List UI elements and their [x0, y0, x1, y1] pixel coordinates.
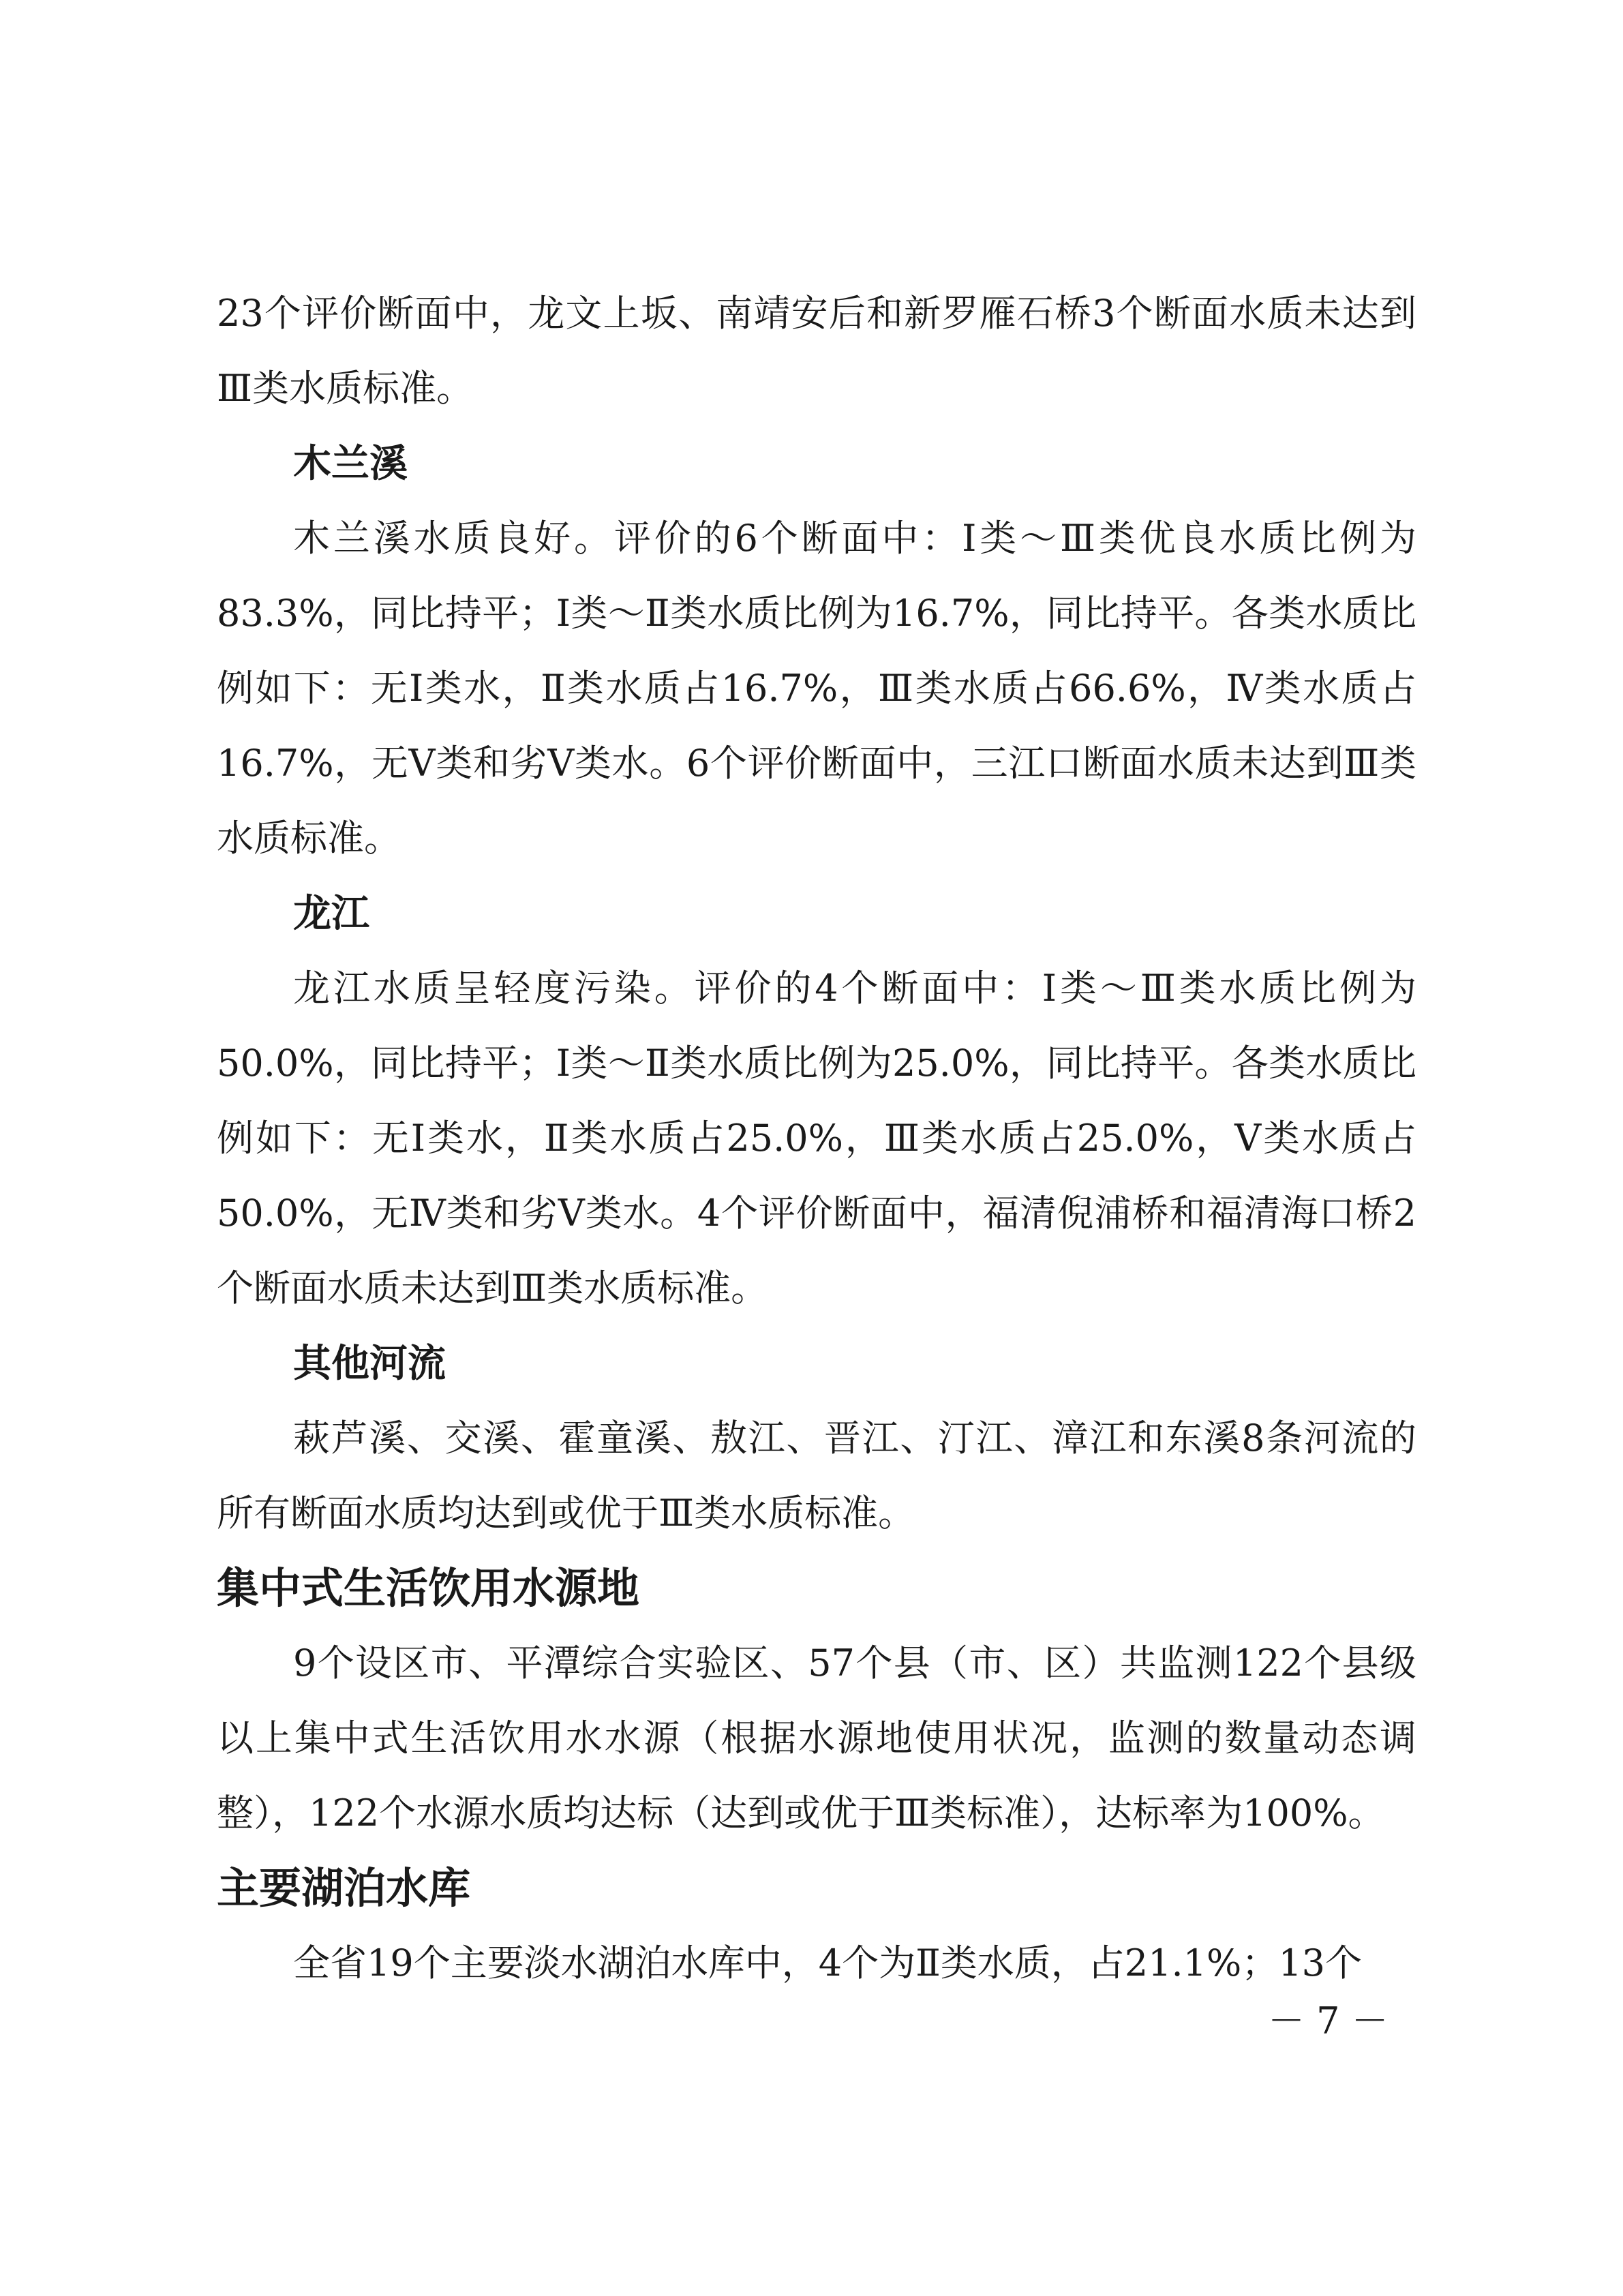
- subheading-longjiang: 龙江: [293, 891, 369, 936]
- section-heading-lakes: 主要湖泊水库: [217, 1863, 471, 1913]
- page-number: － 7 －: [1268, 1999, 1389, 2042]
- paragraph-mulanxi: [217, 501, 1416, 876]
- section-heading-water-source: 集中式生活饮用水源地: [217, 1563, 640, 1613]
- paragraph-water-source: [217, 1626, 1416, 1851]
- paragraph-text: 全省19个主要淡水湖泊水库中，4个为Ⅱ类水质，占21.1%；13个: [293, 1942, 1363, 1984]
- paragraph-text: 23个评价断面中，龙文上坂、南靖安后和新罗雁石桥3个断面水质未达到Ⅲ类水质标准。: [217, 292, 1416, 410]
- paragraph-jiulongjiang-summary: [217, 276, 1416, 426]
- subheading-other-rivers: 其他河流: [293, 1341, 446, 1386]
- paragraph-text: 龙江水质呈轻度污染。评价的4个断面中：Ⅰ类～Ⅲ类水质比例为50.0%，同比持平；Ⅰ类～Ⅱ类水质比例为25.0%，同比持平。各类水质比例如下：无Ⅰ类水，Ⅱ类水质占25.0%，Ⅲ类水质占25.0%，Ⅴ类水质占50.0%，无Ⅳ类和劣Ⅴ类水。4个评价断面中，福清倪浦桥和福清海口桥2个断面水质未达到Ⅲ类水质标准。: [217, 967, 1416, 1310]
- paragraph-text: 萩芦溪、交溪、霍童溪、敖江、晋江、汀江、漳江和东溪8条河流的所有断面水质均达到或优于Ⅲ类水质标准。: [217, 1417, 1416, 1535]
- paragraph-lakes: [217, 1926, 1416, 2001]
- paragraph-text: 木兰溪水质良好。评价的6个断面中：Ⅰ类～Ⅲ类优良水质比例为83.3%，同比持平；Ⅰ类～Ⅱ类水质比例为16.7%，同比持平。各类水质比例如下：无Ⅰ类水，Ⅱ类水质占16.7%，Ⅲ类水质占66.6%，Ⅳ类水质占16.7%，无Ⅴ类和劣Ⅴ类水。6个评价断面中，三江口断面水质未达到Ⅲ类水质标准。: [217, 517, 1416, 860]
- paragraph-text: 9个设区市、平潭综合实验区、57个县（市、区）共监测122个县级以上集中式生活饮用水水源（根据水源地使用状况，监测的数量动态调整），122个水源水质均达标（达到或优于Ⅲ类标准），达标率为100%。: [217, 1642, 1416, 1834]
- subheading-mulanxi: 木兰溪: [293, 441, 408, 486]
- paragraph-other-rivers: [217, 1401, 1416, 1551]
- paragraph-longjiang: [217, 951, 1416, 1326]
